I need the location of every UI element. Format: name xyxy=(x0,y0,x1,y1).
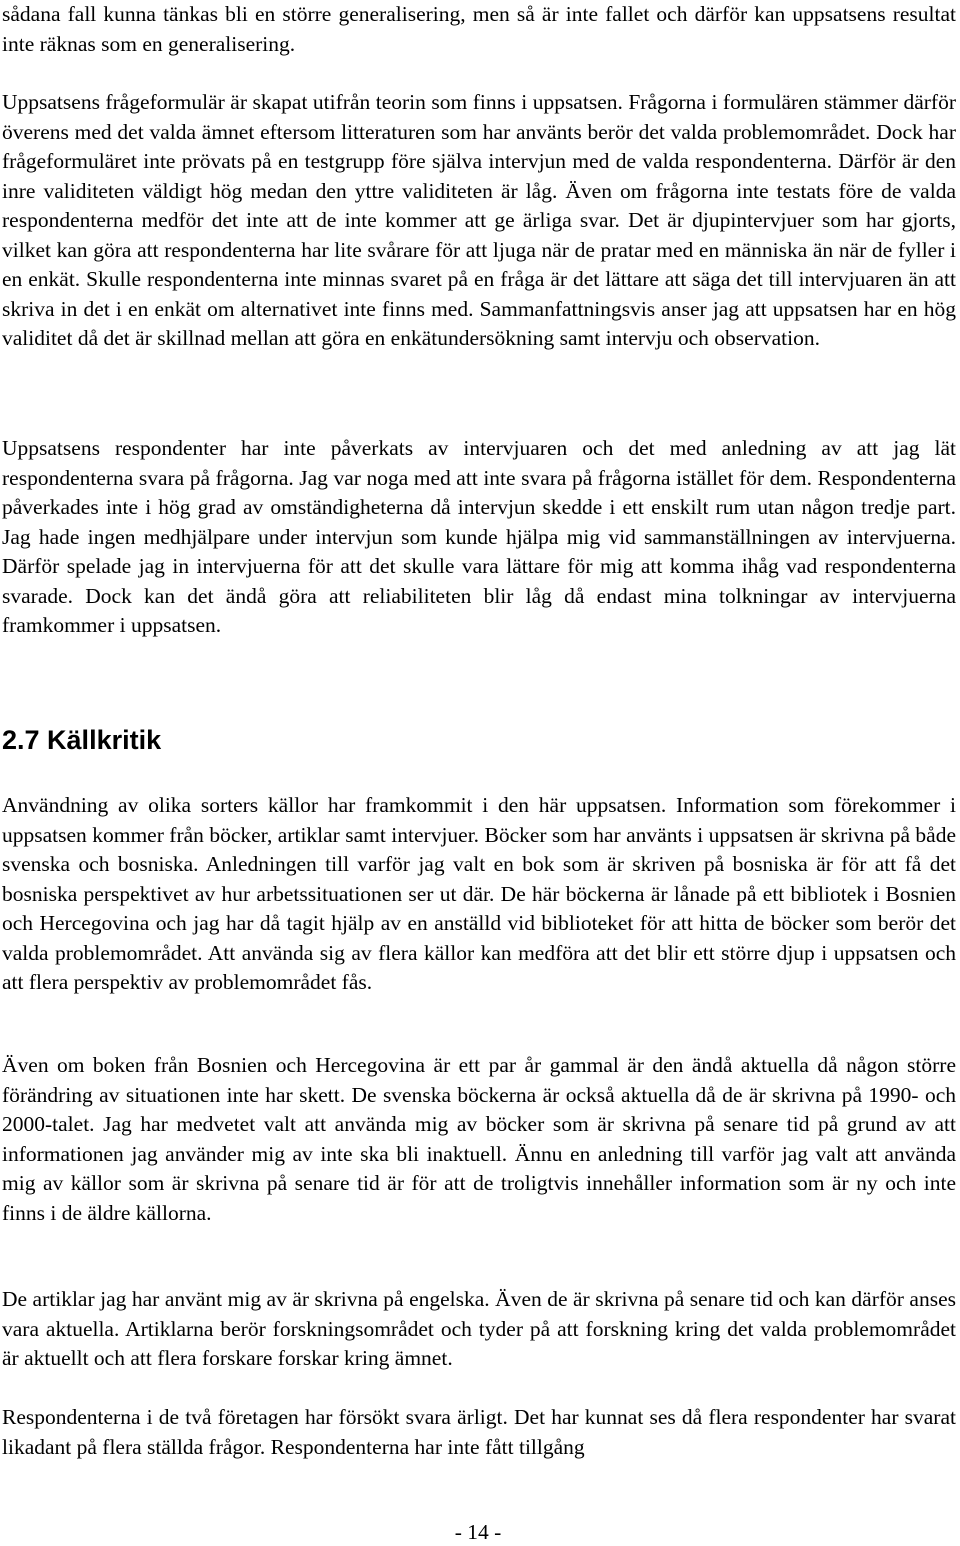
paragraph-articles: De artiklar jag har använt mig av är skrivna på engelska. Även de är skrivna på senare tid och kan därför anses vara aktuella. Artiklarna berör forskningsområdet och tyder på att forskning kring det valda problemområdet är aktuellt och att flera forskare forskar kring ämnet. xyxy=(2,1287,956,1370)
paragraph-sources: Användning av olika sorters källor har framkommit i den här uppsatsen. Information som förekommer i uppsatsen kommer från böcker, artiklar samt intervjuer. Böcker som har använts i uppsatsen är skrivna på både svenska och bosniska. Anledningen till varför jag valt en bok som är skriven på bosniska är för att få det bosniska perspektivet av hur arbetssituationen ser ut där. De här böckerna är lånade på ett bibliotek i Bosnien och Hercegovina och jag har då tagit hjälp av en anställd vid biblioteket för att hitta de böcker som berör det valda problemområdet. Att använda sig av flera källor kan medföra att det blir ett större djup i uppsatsen och att flera perspektiv av problemområdet fås. xyxy=(2,793,956,994)
section-number: 2.7 xyxy=(2,725,48,755)
paragraph-questionnaire-validity: Uppsatsens frågeformulär är skapat utifrån teorin som finns i uppsatsen. Frågorna i formulären stämmer därför överens med det valda ämnet eftersom litteraturen som har använts berör det valda problemområdet. Dock har frågeformuläret inte prövats på en testgrupp före själva intervjun med de valda respondenterna. Därför är den inre validiteten väldigt hög medan den yttre validiteten är låg. Även om frågorna inte testats före de valda respondenterna medför det inte att de inte kommer att ge ärliga svar. Det är djupintervjuer som har gjorts, vilket kan göra att respondenterna har lite svårare för att ljuga när de pratar med en människa än när de fyller i en enkät. Skulle respondenterna inte minnas svaret på en fråga är det lättare att säga det till intervjuaren än att skriva in det i en enkät om alternativet inte finns med. Sammanfattningsvis anser jag att uppsatsen har en hög validitet då det är skillnad mellan att göra en enkätundersökning samt intervju och observation. xyxy=(2,90,956,350)
page-number: - 14 - xyxy=(454,1520,502,1544)
paragraph-book-currency: Även om boken från Bosnien och Hercegovina är ett par år gammal är den ändå aktuella då någon större förändring av situationen inte har skett. De svenska böckerna är också aktuella då de är skrivna på 1990- och 2000-talet. Jag har medvetet valt att använda mig av böcker som är skrivna på senare tid på grund av att informationen jag använder mig av inte ska bli inaktuell. Ännu en anledning till varför jag valt att använda mig av källor som är skrivna på senare tid är för att de troligtvis innehåller information som är ny och inte finns i de äldre källorna. xyxy=(2,1053,956,1225)
paragraph-respondents-honesty: Respondenterna i de två företagen har försökt svara ärligt. Det har kunnat ses då flera respondenter har svarat likadant på flera ställda frågor. Respondenterna har inte fått tillgång xyxy=(2,1405,956,1459)
paragraph-continuation: sådana fall kunna tänkas bli en större generalisering, men så är inte fallet och därför kan uppsatsens resultat inte räknas som en generalisering. xyxy=(2,2,956,56)
section-title: Källkritik xyxy=(47,725,162,755)
paragraph-respondent-reliability: Uppsatsens respondenter har inte påverkats av intervjuaren och det med anledning av att jag lät respondenterna svara på frågorna. Jag var noga med att inte svara på frågorna istället för dem. Respondenterna påverkades inte i hög grad av omständigheterna då intervjun skedde i ett enskilt rum utan någon tredje part. Jag hade ingen medhjälpare under intervjun som kunde hjälpa mig vid sammanställningen av intervjuerna. Därför spelade jag in intervjuerna för att det skulle vara lättare för mig att komma ihåg vad respondenterna svarade. Dock kan det ändå göra att reliabiliteten blir låg då endast mina tolkningar av intervjuerna framkommer i uppsatsen. xyxy=(2,436,956,637)
section-heading xyxy=(2,722,161,758)
